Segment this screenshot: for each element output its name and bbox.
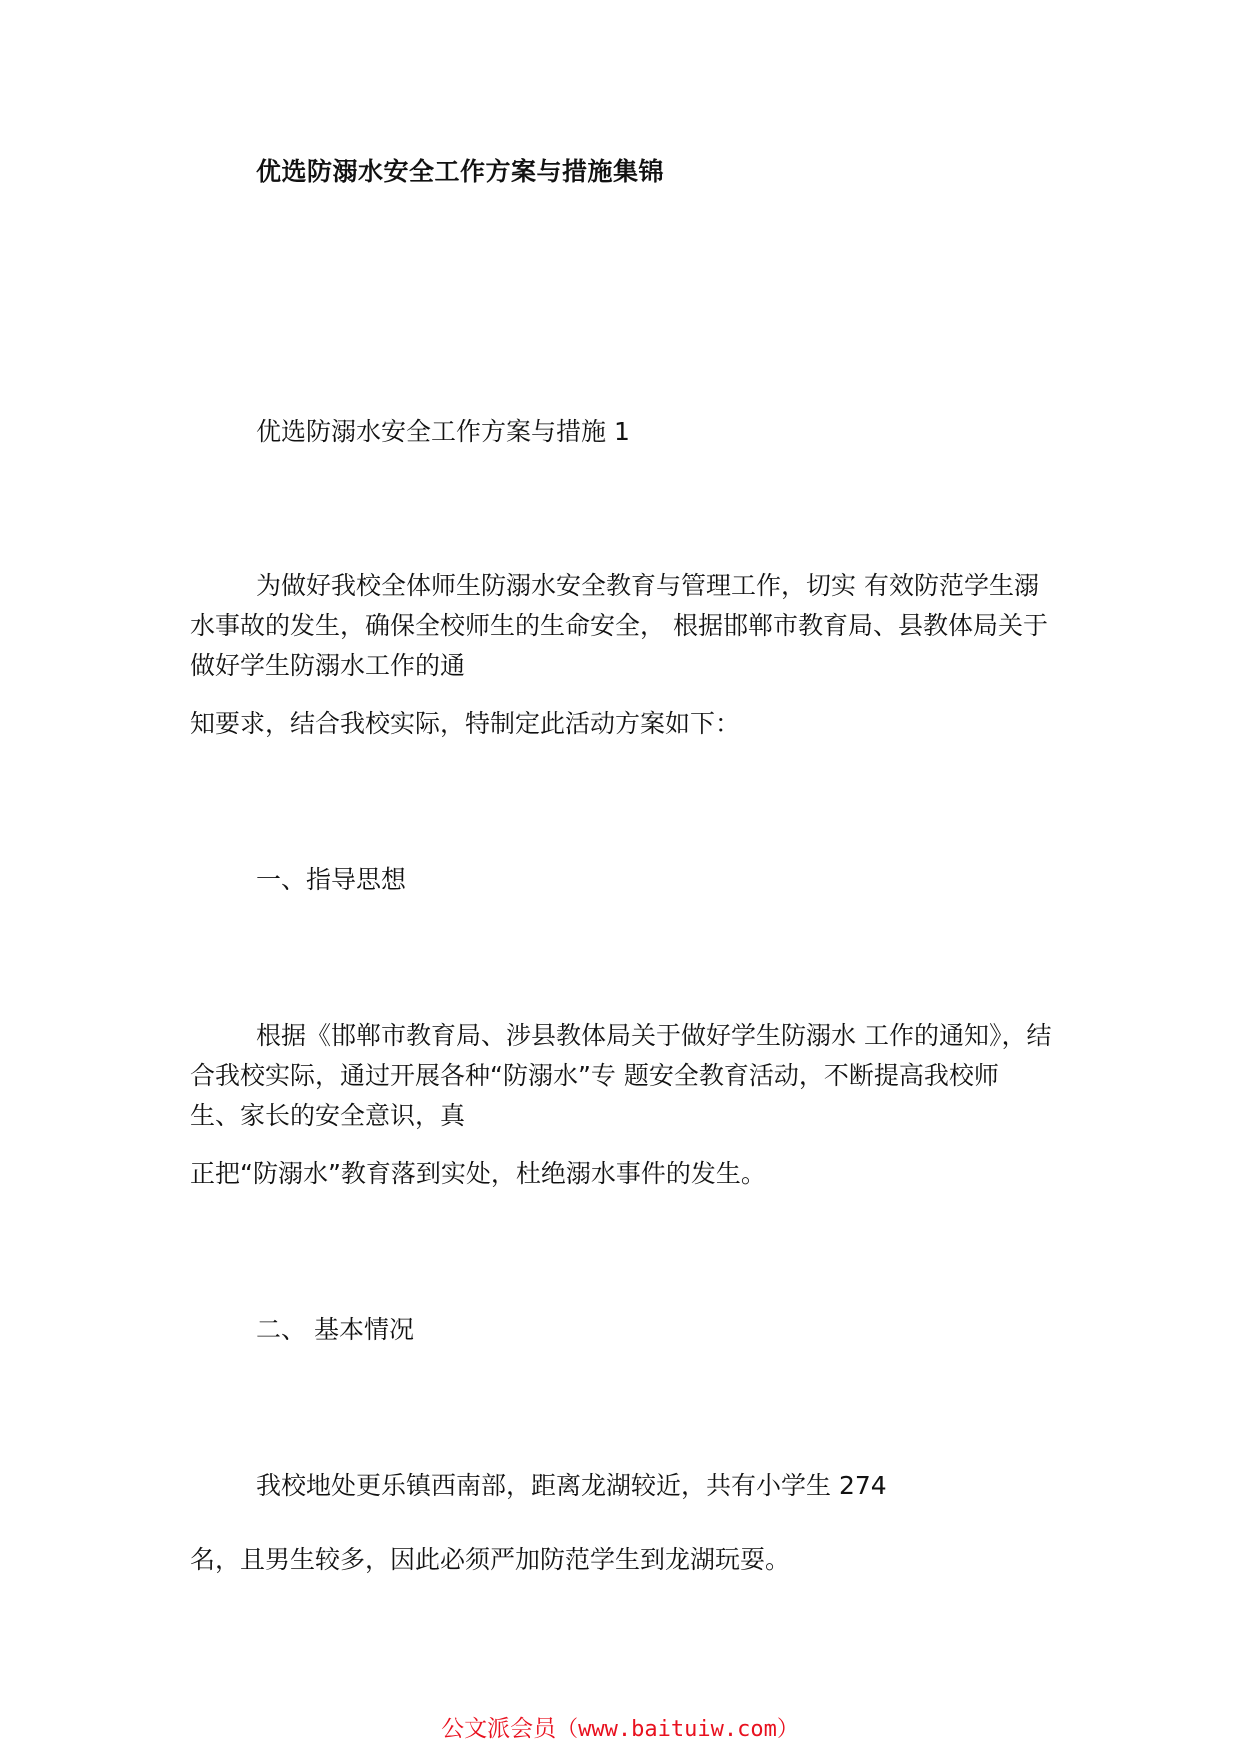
section-1-line-3: 生、家长的安全意识，真 (190, 1101, 466, 1130)
footer-url[interactable]: （www.baituiw.com） (556, 1717, 799, 1742)
section-2-line-1: 我校地处更乐镇西南部，距离龙湖较近，共有小学生 274 (256, 1471, 887, 1500)
intro-line-3: 做好学生防溺水工作的通 (190, 651, 466, 680)
footer-watermark (0, 1710, 1240, 1743)
section-1-heading: 一、指导思想 (256, 865, 407, 894)
footer-brand: 公文派会员 (441, 1716, 557, 1742)
section-subtitle: 优选防溺水安全工作方案与措施 1 (256, 417, 630, 446)
section-1-line-2: 合我校实际，通过开展各种“防溺水”专 题安全教育活动，不断提高我校师 (190, 1061, 999, 1090)
section-1-line-4: 正把“防溺水”教育落到实处，杜绝溺水事件的发生。 (190, 1159, 766, 1188)
intro-line-2: 水事故的发生，确保全校师生的生命安全， 根据邯郸市教育局、县教体局关于 (190, 611, 1048, 640)
intro-line-4: 知要求，结合我校实际，特制定此活动方案如下： (190, 709, 741, 738)
intro-line-1: 为做好我校全体师生防溺水安全教育与管理工作，切实 有效防范学生溺 (256, 571, 1039, 600)
section-1-line-1: 根据《邯郸市教育局、涉县教体局关于做好学生防溺水 工作的通知》，结 (256, 1021, 1052, 1050)
section-2-heading: 二、 基本情况 (256, 1315, 414, 1344)
document-title: 优选防溺水安全工作方案与措施集锦 (256, 157, 665, 186)
section-2-line-2: 名，且男生较多，因此必须严加防范学生到龙湖玩耍。 (190, 1545, 791, 1574)
